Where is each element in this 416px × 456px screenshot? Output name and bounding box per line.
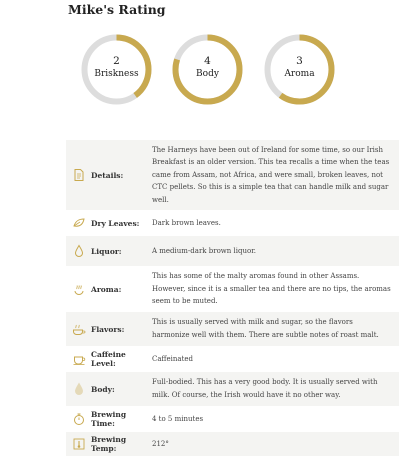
row-value: 4 to 5 minutes — [152, 414, 204, 423]
thermometer-icon — [72, 437, 86, 451]
rating-aroma — [262, 32, 337, 107]
rating-label: Aroma — [284, 69, 315, 79]
page-title: Mike's Rating — [68, 2, 166, 17]
rating-label: Briskness — [94, 69, 139, 79]
aroma-icon — [72, 282, 86, 296]
table-row-aroma — [66, 266, 399, 312]
drop-icon — [72, 244, 86, 258]
row-label: Flavors: — [91, 324, 125, 334]
row-label: Caffeine Level: — [91, 350, 126, 368]
table-row-brewing-temp — [66, 432, 399, 456]
row-label: Aroma: — [91, 284, 122, 294]
row-value: Caffeinated — [152, 354, 194, 363]
row-label: Body: — [91, 384, 115, 394]
cup-icon — [72, 352, 86, 366]
document-icon — [72, 168, 86, 182]
row-label: Details: — [91, 170, 124, 180]
table-row-body — [66, 372, 399, 406]
row-value: Dark brown leaves. — [152, 218, 221, 227]
row-value: This has some of the malty aromas found in other Assams. However, since it is a smaller tea and there are no tips, the aromas seem to be muted. — [152, 272, 391, 306]
stopwatch-icon — [72, 412, 86, 426]
row-value: 212° — [152, 439, 169, 448]
rating-briskness — [79, 32, 154, 107]
rating-label: Body — [196, 69, 219, 79]
table-row-liquor — [66, 236, 399, 266]
row-value: Full-bodied. This has a very good body. It is usually served with milk. Of course, the Irish would have it no other way. — [152, 378, 378, 399]
flavors-icon — [72, 322, 86, 336]
rating-value: 2 — [113, 55, 120, 67]
body-drop-icon — [72, 382, 86, 396]
row-label: Dry Leaves: — [91, 218, 140, 228]
table-row-caffeine — [66, 346, 399, 372]
row-value: This is usually served with milk and sugar, so the flavors harmonize well with them. There are subtle notes of roast malt. — [152, 318, 379, 339]
row-label: Brewing Temp: — [91, 435, 127, 453]
table-row-dry-leaves — [66, 210, 399, 236]
row-value: A medium-dark brown liquor. — [152, 246, 257, 255]
rating-value: 4 — [204, 55, 211, 67]
row-label: Liquor: — [91, 246, 122, 256]
tea-details-table — [66, 140, 399, 456]
leaves-icon — [72, 216, 86, 230]
row-label: Brewing Time: — [91, 410, 127, 428]
table-row-flavors — [66, 312, 399, 346]
rating-value: 3 — [296, 55, 303, 67]
ratings-row — [0, 32, 416, 107]
row-value: The Harneys have been out of Ireland for some time, so our Irish Breakfast is an older version. This tea recalls a time when the teas came from Assam, not Africa, and were small, broken leaves, not CTC pellets. So this is a simple tea that can handle milk and sugar well. — [152, 145, 390, 204]
table-row-brewing-time — [66, 406, 399, 432]
table-row-details — [66, 140, 399, 210]
rating-body — [170, 32, 245, 107]
